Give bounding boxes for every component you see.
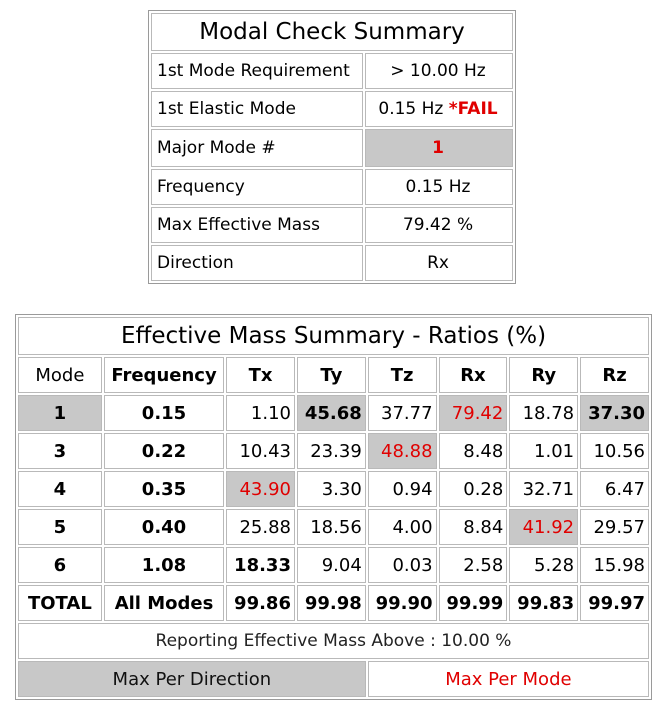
total-tz-cell: 99.90 xyxy=(368,585,437,621)
column-header-tx: Tx xyxy=(226,357,295,393)
total-rz-cell: 99.97 xyxy=(580,585,649,621)
ry-cell: 41.92 xyxy=(509,509,578,545)
max-per-mode-button[interactable]: Max Per Mode xyxy=(368,661,649,697)
tx-cell: 43.90 xyxy=(226,471,295,507)
fail-flag: *FAIL xyxy=(448,99,498,119)
ry-cell: 5.28 xyxy=(509,547,578,583)
frequency-cell: 0.40 xyxy=(104,509,224,545)
total-tx-cell: 99.86 xyxy=(226,585,295,621)
ty-cell: 23.39 xyxy=(297,433,366,469)
column-header-tz: Tz xyxy=(368,357,437,393)
tz-cell: 0.03 xyxy=(368,547,437,583)
first-elastic-mode-cell xyxy=(365,91,513,127)
first-elastic-mode-label: 1st Elastic Mode xyxy=(151,91,363,127)
frequency-cell: 0.15 xyxy=(104,395,224,431)
direction-label: Direction xyxy=(151,245,363,281)
frequency-cell: 0.35 xyxy=(104,471,224,507)
mode-cell: 3 xyxy=(18,433,102,469)
rz-cell: 15.98 xyxy=(580,547,649,583)
tx-cell: 10.43 xyxy=(226,433,295,469)
total-ry-cell: 99.83 xyxy=(509,585,578,621)
column-header-ty: Ty xyxy=(297,357,366,393)
modal-summary-title: Modal Check Summary xyxy=(151,13,513,51)
frequency-label: Frequency xyxy=(151,169,363,205)
major-mode-label: Major Mode # xyxy=(151,129,363,167)
frequency-value: 0.15 Hz xyxy=(365,169,513,205)
rx-cell: 8.48 xyxy=(439,433,508,469)
column-header-ry: Ry xyxy=(509,357,578,393)
total-label: TOTAL xyxy=(18,585,102,621)
column-header-frequency: Frequency xyxy=(104,357,224,393)
mode-cell: 4 xyxy=(18,471,102,507)
tz-cell: 0.94 xyxy=(368,471,437,507)
column-header-rx: Rx xyxy=(439,357,508,393)
reporting-threshold-note: Reporting Effective Mass Above : 10.00 % xyxy=(18,623,649,659)
ry-cell: 1.01 xyxy=(509,433,578,469)
table-row xyxy=(18,433,649,469)
rx-cell: 79.42 xyxy=(439,395,508,431)
effective-mass-summary-table xyxy=(15,314,652,700)
mass-summary-title: Effective Mass Summary - Ratios (%) xyxy=(18,317,649,355)
tx-cell: 18.33 xyxy=(226,547,295,583)
column-header-rz: Rz xyxy=(580,357,649,393)
table-row xyxy=(18,509,649,545)
table-row xyxy=(18,395,649,431)
total-row xyxy=(18,585,649,621)
all-modes-label: All Modes xyxy=(104,585,224,621)
major-mode-value: 1 xyxy=(365,129,513,167)
rx-cell: 2.58 xyxy=(439,547,508,583)
modal-check-summary-table xyxy=(148,10,516,284)
first-elastic-mode-value: 0.15 Hz xyxy=(378,99,444,119)
rx-cell: 8.84 xyxy=(439,509,508,545)
table-row xyxy=(18,547,649,583)
direction-value: Rx xyxy=(365,245,513,281)
rx-cell: 0.28 xyxy=(439,471,508,507)
mode-cell: 6 xyxy=(18,547,102,583)
mode-cell: 5 xyxy=(18,509,102,545)
column-header-mode: Mode xyxy=(18,357,102,393)
frequency-cell: 1.08 xyxy=(104,547,224,583)
ty-cell: 3.30 xyxy=(297,471,366,507)
ty-cell: 45.68 xyxy=(297,395,366,431)
rz-cell: 29.57 xyxy=(580,509,649,545)
header-row xyxy=(18,357,649,393)
ry-cell: 18.78 xyxy=(509,395,578,431)
ry-cell: 32.71 xyxy=(509,471,578,507)
mode-cell: 1 xyxy=(18,395,102,431)
tz-cell: 4.00 xyxy=(368,509,437,545)
max-effective-mass-value: 79.42 % xyxy=(365,207,513,243)
rz-cell: 6.47 xyxy=(580,471,649,507)
tx-cell: 25.88 xyxy=(226,509,295,545)
max-per-direction-button[interactable]: Max Per Direction xyxy=(18,661,366,697)
tz-cell: 48.88 xyxy=(368,433,437,469)
tz-cell: 37.77 xyxy=(368,395,437,431)
total-ty-cell: 99.98 xyxy=(297,585,366,621)
max-effective-mass-label: Max Effective Mass xyxy=(151,207,363,243)
table-row xyxy=(18,471,649,507)
frequency-cell: 0.22 xyxy=(104,433,224,469)
ty-cell: 9.04 xyxy=(297,547,366,583)
total-rx-cell: 99.99 xyxy=(439,585,508,621)
first-mode-requirement-label: 1st Mode Requirement xyxy=(151,53,363,89)
first-mode-requirement-value: > 10.00 Hz xyxy=(365,53,513,89)
tx-cell: 1.10 xyxy=(226,395,295,431)
rz-cell: 37.30 xyxy=(580,395,649,431)
rz-cell: 10.56 xyxy=(580,433,649,469)
ty-cell: 18.56 xyxy=(297,509,366,545)
